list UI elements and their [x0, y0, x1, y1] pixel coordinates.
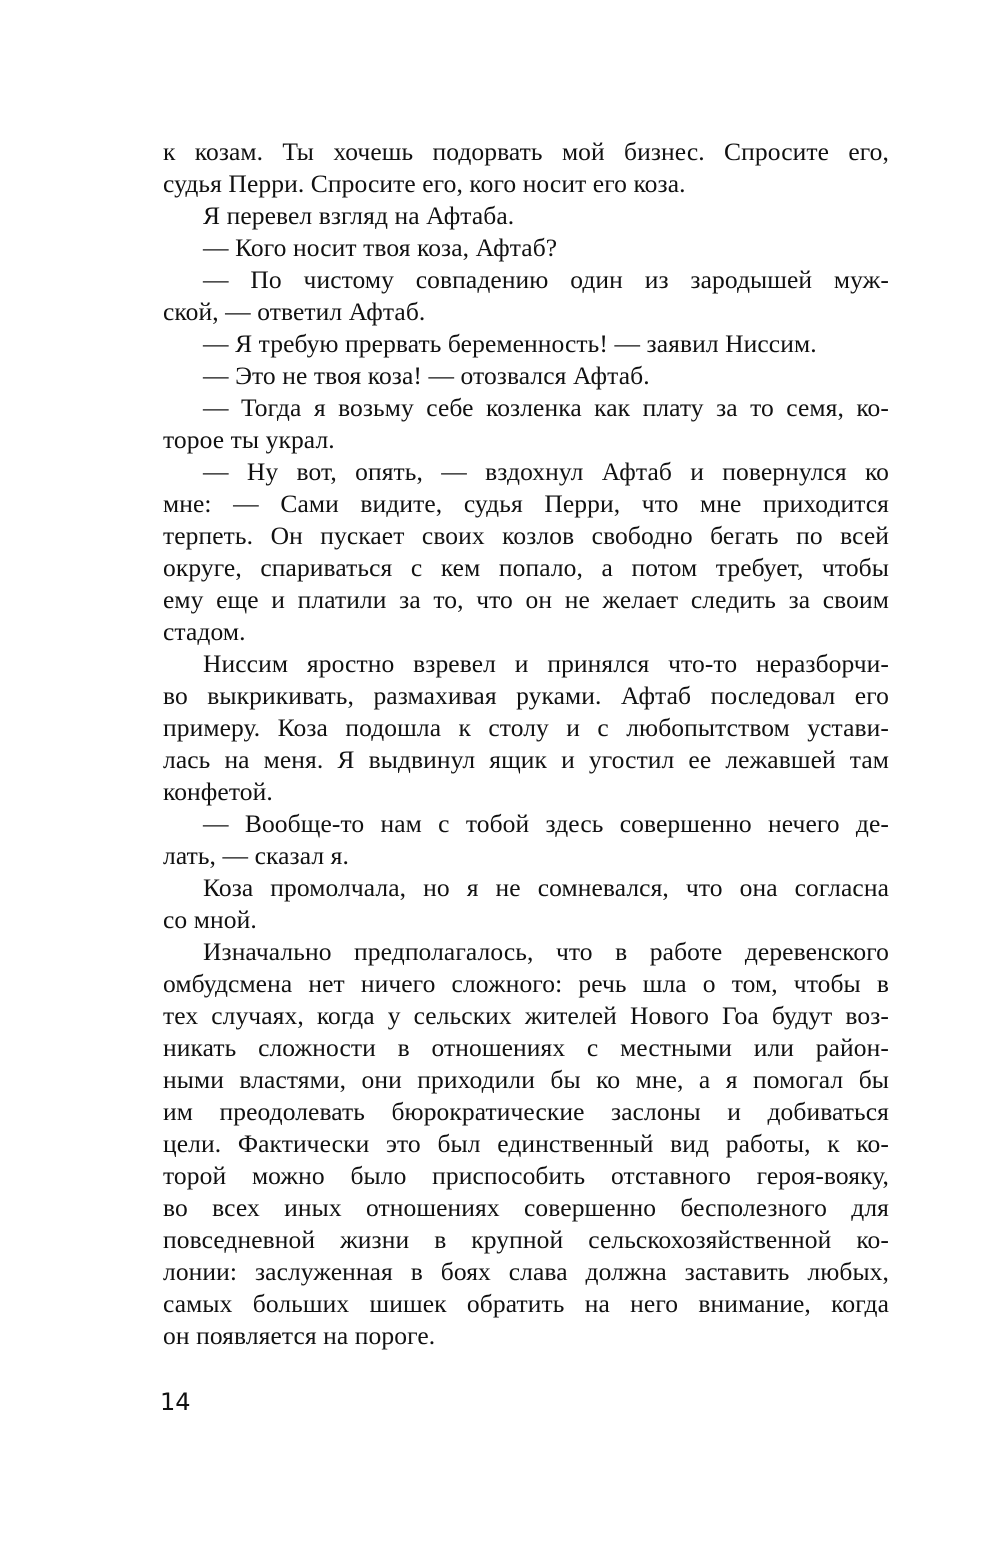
- text-line: омбудсмена нет ничего сложного: речь шла о том, чтобы в: [163, 969, 889, 998]
- text-line: стадом.: [163, 617, 246, 646]
- text-line: — По чистому совпадению один из зародышей муж-: [203, 265, 889, 294]
- text-line: он появляется на пороге.: [163, 1321, 436, 1350]
- text-line: к козам. Ты хочешь подорвать мой бизнес. Спросите его,: [163, 137, 889, 166]
- text-line: Я перевел взгляд на Афтаба.: [203, 201, 515, 230]
- text-line: тех случаях, когда у сельских жителей Нового Гоа будут воз-: [163, 1001, 889, 1030]
- text-line: цели. Фактически это был единственный вид работы, к ко-: [163, 1129, 889, 1158]
- paragraph: [163, 200, 889, 232]
- text-line: терпеть. Он пускает своих козлов свободно бегать по всей: [163, 521, 889, 550]
- text-line: — Это не твоя коза! — отозвался Афтаб.: [203, 361, 650, 390]
- text-line: ему еще и платили за то, что он не желает следить за своим: [163, 585, 889, 614]
- text-line: повседневной жизни в крупной сельскохозяйственной ко-: [163, 1225, 889, 1254]
- paragraph: [163, 872, 889, 936]
- page-number: 14: [160, 1388, 191, 1416]
- paragraph: [163, 936, 889, 1352]
- paragraph: [163, 648, 889, 808]
- text-line: лась на меня. Я выдвинул ящик и угостил ее лежавшей там: [163, 745, 889, 774]
- text-line: судья Перри. Спросите его, кого носит его коза.: [163, 169, 686, 198]
- text-line: никать сложности в отношениях с местными или район-: [163, 1033, 889, 1062]
- text-line: — Тогда я возьму себе козленка как плату за то семя, ко-: [203, 393, 889, 422]
- text-line: во всех иных отношениях совершенно бесполезного для: [163, 1193, 889, 1222]
- text-line: мне: — Сами видите, судья Перри, что мне приходится: [163, 489, 889, 518]
- text-line: примеру. Коза подошла к столу и с любопытством устави-: [163, 713, 889, 742]
- text-line: округе, спариваться с кем попало, а потом требует, чтобы: [163, 553, 889, 582]
- text-line: — Кого носит твоя коза, Афтаб?: [203, 233, 558, 262]
- paragraph: [163, 328, 889, 360]
- paragraph: [163, 360, 889, 392]
- text-line: Ниссим яростно взревел и принялся что-то неразборчи-: [203, 649, 889, 678]
- paragraph: [163, 136, 889, 200]
- paragraph: [163, 232, 889, 264]
- body-text: [163, 136, 889, 1352]
- text-line: со мной.: [163, 905, 257, 934]
- text-line: Коза промолчала, но я не сомневался, что она согласна: [203, 873, 889, 902]
- paragraph: [163, 808, 889, 872]
- text-line: — Ну вот, опять, — вздохнул Афтаб и повернулся ко: [203, 457, 889, 486]
- text-line: ными властями, они приходили бы ко мне, а я помогал бы: [163, 1065, 889, 1094]
- text-line: самых больших шишек обратить на него внимание, когда: [163, 1289, 889, 1318]
- text-line: торое ты украл.: [163, 425, 335, 454]
- text-line: ской, — ответил Афтаб.: [163, 297, 426, 326]
- text-line: им преодолевать бюрократические заслоны и добиваться: [163, 1097, 889, 1126]
- text-line: — Вообще-то нам с тобой здесь совершенно нечего де-: [203, 809, 889, 838]
- text-line: конфетой.: [163, 777, 273, 806]
- paragraph: [163, 264, 889, 328]
- text-line: Изначально предполагалось, что в работе деревенского: [203, 937, 889, 966]
- paragraph: [163, 456, 889, 648]
- paragraph: [163, 392, 889, 456]
- text-line: лонии: заслуженная в боях слава должна заставить любых,: [163, 1257, 889, 1286]
- text-line: во выкрикивать, размахивая руками. Афтаб последовал его: [163, 681, 889, 710]
- text-line: торой можно было приспособить отставного героя-вояку,: [163, 1161, 889, 1190]
- text-line: лать, — сказал я.: [163, 841, 349, 870]
- text-line: — Я требую прервать беременность! — заявил Ниссим.: [203, 329, 817, 358]
